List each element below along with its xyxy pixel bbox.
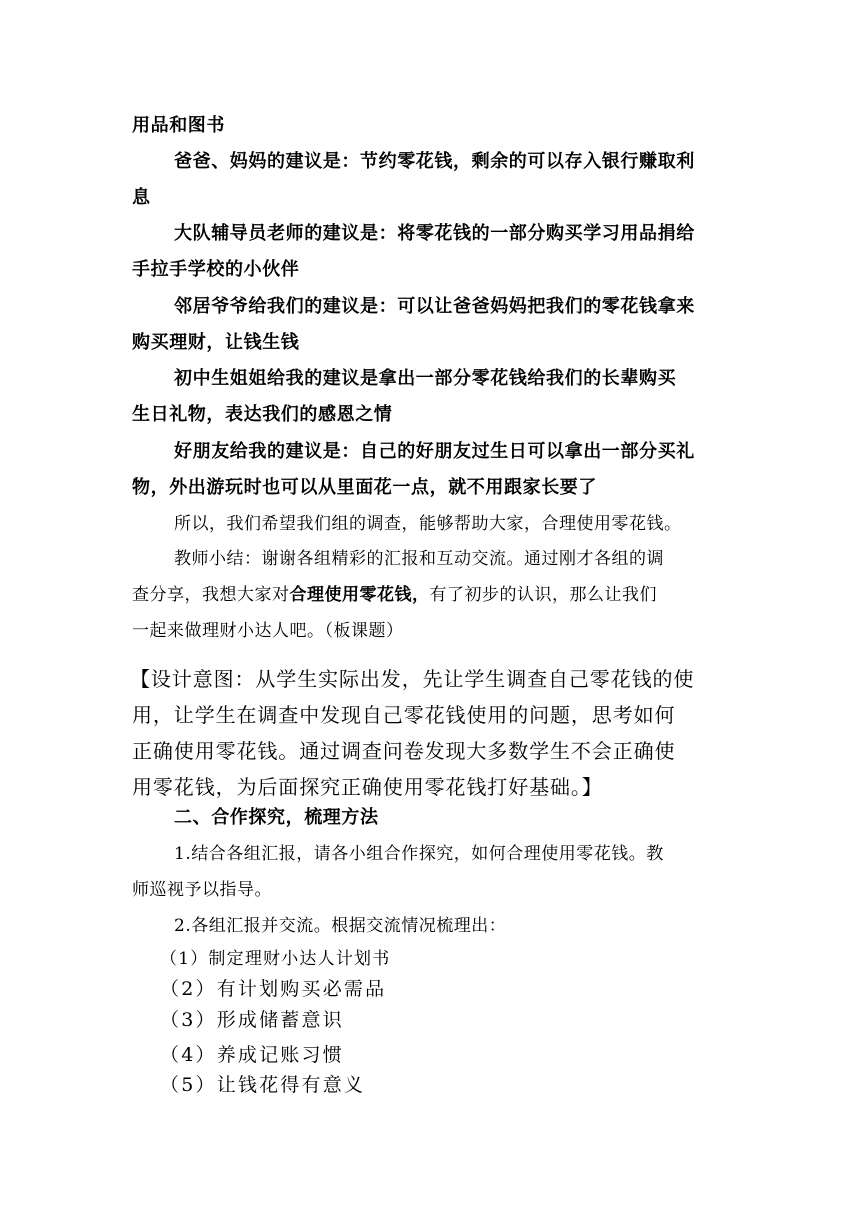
paragraph-line: 购买理财，让钱生钱 [132,332,300,353]
paragraph-line: 物，外出游玩时也可以从里面花一点，就不用跟家长要了 [132,477,597,498]
teacher-summary-line [132,583,657,607]
teacher-summary-text: 查分享，我想大家对 [132,585,290,605]
step-item: （4）养成记账习惯 [160,1044,344,1066]
paragraph-line: 爸爸、妈妈的建议是：节约零花钱，剩余的可以存入银行赚取利 [174,151,695,172]
paragraph-line: 用品和图书 [132,115,225,136]
numbered-item-line: 师巡视予以指导。 [132,880,272,900]
design-intent-line: 用零花钱，为后面探究正确使用零花钱打好基础。】 [132,775,603,799]
teacher-summary-text: 有了初步的认识，那么让我们 [429,585,657,605]
conclusion-line: 所以，我们希望我们组的调查，能够帮助大家，合理使用零花钱。 [174,514,682,534]
paragraph-line: 手拉手学校的小伙伴 [132,259,300,280]
paragraph-line: 大队辅导员老师的建议是：将零花钱的一部分购买学习用品捐给 [174,223,695,244]
design-intent-line: 【设计意图：从学生实际出发，先让学生调查自己零花钱的使 [130,667,695,691]
design-intent-line: 用，让学生在调查中发现自己零花钱使用的问题，思考如何 [132,703,676,727]
section-heading: 二、合作探究，梳理方法 [174,807,379,828]
step-item: （3）形成储蓄意识 [160,1009,344,1031]
paragraph-line: 息 [132,187,151,208]
teacher-summary-line: 教师小结：谢谢各组精彩的汇报和互动交流。通过刚才各组的调 [174,549,664,569]
paragraph-line: 初中生姐姐给我的建议是拿出一部分零花钱给我们的长辈购买 [174,368,677,389]
numbered-item-line: 2.各组汇报并交流。根据交流情况梳理出： [174,916,507,936]
teacher-summary-line: 一起来做理财小达人吧。（板课题） [132,621,404,641]
step-item: （2）有计划购买必需品 [160,978,387,1000]
paragraph-line: 邻居爷爷给我们的建议是：可以让爸爸妈妈把我们的零花钱拿来 [174,296,695,317]
paragraph-line: 好朋友给我的建议是：自己的好朋友过生日可以拿出一部分买礼 [174,441,695,462]
teacher-summary-emphasis: 合理使用零花钱， [289,585,430,605]
step-item: （5）让钱花得有意义 [160,1074,366,1096]
step-item: （1）制定理财小达人计划书 [160,949,391,969]
paragraph-line: 生日礼物，表达我们的感恩之情 [132,404,393,425]
numbered-item-line: 1.结合各组汇报，请各小组合作探究，如何合理使用零花钱。教 [174,844,664,864]
design-intent-line: 正确使用零花钱。通过调查问卷发现大多数学生不会正确使 [132,739,676,763]
